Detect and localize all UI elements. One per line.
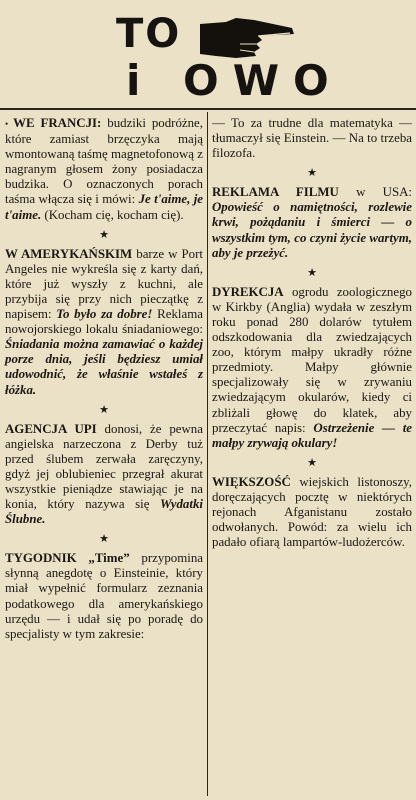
quote-tygodnik: — To za trudne dla matematyka — tłumaczył się Einstein. — Na to trzeba filozofa. — [212, 116, 412, 161]
left-column — [5, 116, 203, 642]
header — [0, 0, 416, 108]
article-francja — [5, 116, 203, 223]
right-column — [212, 116, 412, 550]
lead-amerykanskim: W AMERYKAŃSKIM — [5, 246, 133, 261]
lead-upi: AGENCJA UPI — [5, 421, 97, 436]
star-separator: ★ — [307, 456, 317, 469]
article-upi — [5, 422, 203, 528]
pointing-hand-icon — [196, 14, 296, 62]
lead-tygodnik: TYGODNIK — [5, 551, 77, 566]
star-separator: ★ — [99, 228, 109, 241]
quote-dyrekcja: Ostrzeżenie — te małpy zrywają okulary! — [212, 420, 413, 450]
article-reklama — [212, 185, 412, 260]
article-wiekszosc — [212, 475, 412, 550]
article-dyrekcja — [212, 285, 412, 451]
bullet: • — [5, 119, 14, 129]
header-rule — [0, 108, 416, 110]
lead-reklama: REKLAMA FILMU — [212, 185, 339, 200]
quote-upi: Wydatki Ślubne. — [5, 497, 203, 527]
text-amerykanskim: barze w Port Angeles nie wykreśla się z karty dań, które już wyszły z kuchni, ale przybija się przy nich pieczątkę z napisem: — [5, 246, 203, 322]
quote2-amerykanskim: Śniadania można zamawiać o każdej porze dnia, jeśli będziesz umiał udowodnić, że właśnie wstałeś z łóżka. — [5, 337, 203, 397]
article-tygodnik — [5, 551, 203, 642]
column-divider — [207, 112, 208, 796]
text-wiekszosc: wiejskich listonoszy, doręczających pocztę w niektórych rejonach Afganistanu zostało odwołanych. Powód: za wielu ich padało ofiarą lampartów-ludożerców. — [212, 474, 412, 550]
lead-francja: WE FRANCJI: — [13, 116, 102, 130]
quote-reklama: Opowieść o namiętności, rozlewie krwi, pożądaniu i śmierci — o wszystkim tym, co czyni życie wartym, aby je przeżyć. — [212, 200, 412, 260]
star-separator: ★ — [307, 167, 317, 180]
text-dyrekcja: ogrodu zoologicznego w Kirkby (Anglia) wydała w zeszłym roku ponad 280 dolarów tytułem odszkodowania dla zwiedzających zoo, którym małpy ukradły różne przedmioty. Małpy głównie specjalizowały się w zrywaniu zwiedzającym okularów, kiedy ci zbliżali głowę do klatek, aby przeczytać napis: — [212, 284, 412, 435]
lead-dyrekcja: DYREKCJA — [212, 284, 284, 299]
lead-wiekszosc: WIĘKSZOŚĆ — [212, 474, 291, 489]
text-upi: donosi, że pewna angielska narzeczona z Derby tuż przed ślubem zerwała zaręczyny, gdyż jej oblubieniec przegrał akurat wszystkie pieniądze stawiając je na konia, który nazywa się — [5, 421, 203, 512]
star-separator: ★ — [307, 266, 317, 279]
article-tygodnik-quote — [212, 116, 412, 161]
star-separator: ★ — [99, 533, 109, 546]
title-line-2: i OWO — [126, 56, 343, 105]
star-separator: ★ — [99, 403, 109, 416]
text-tygodnik: przypomina słynną anegdotę o Einsteinie, który miał wypełnić formularz zeznania podatkowego dla amerykańskiego urzędu — i udał się po poradę do specjalisty w tym zakresie: — [5, 551, 203, 641]
text2-amerykanskim: Reklama nowojorskiego lokalu śniadaniowego: — [5, 307, 203, 337]
text-francja: budziki podróżne, które zamiast brzęczyka mają wmontowaną taśmę magnetofonową z nagranym głosem żony posiadacza budzika. O oznaczonych porach taśma włącza się i mówi: — [5, 116, 203, 207]
title-line-1: TO — [116, 11, 182, 57]
article-amerykanskim — [5, 247, 203, 398]
tail-francja: (Kocham cię, kocham cię). — [44, 207, 184, 222]
text-reklama: w USA: — [356, 185, 412, 200]
quote-amerykanskim: To było za dobre! — [56, 307, 153, 322]
quote-francja: Je t'aime, je t'aime. — [5, 192, 203, 222]
name-tygodnik: „Time” — [88, 551, 130, 566]
